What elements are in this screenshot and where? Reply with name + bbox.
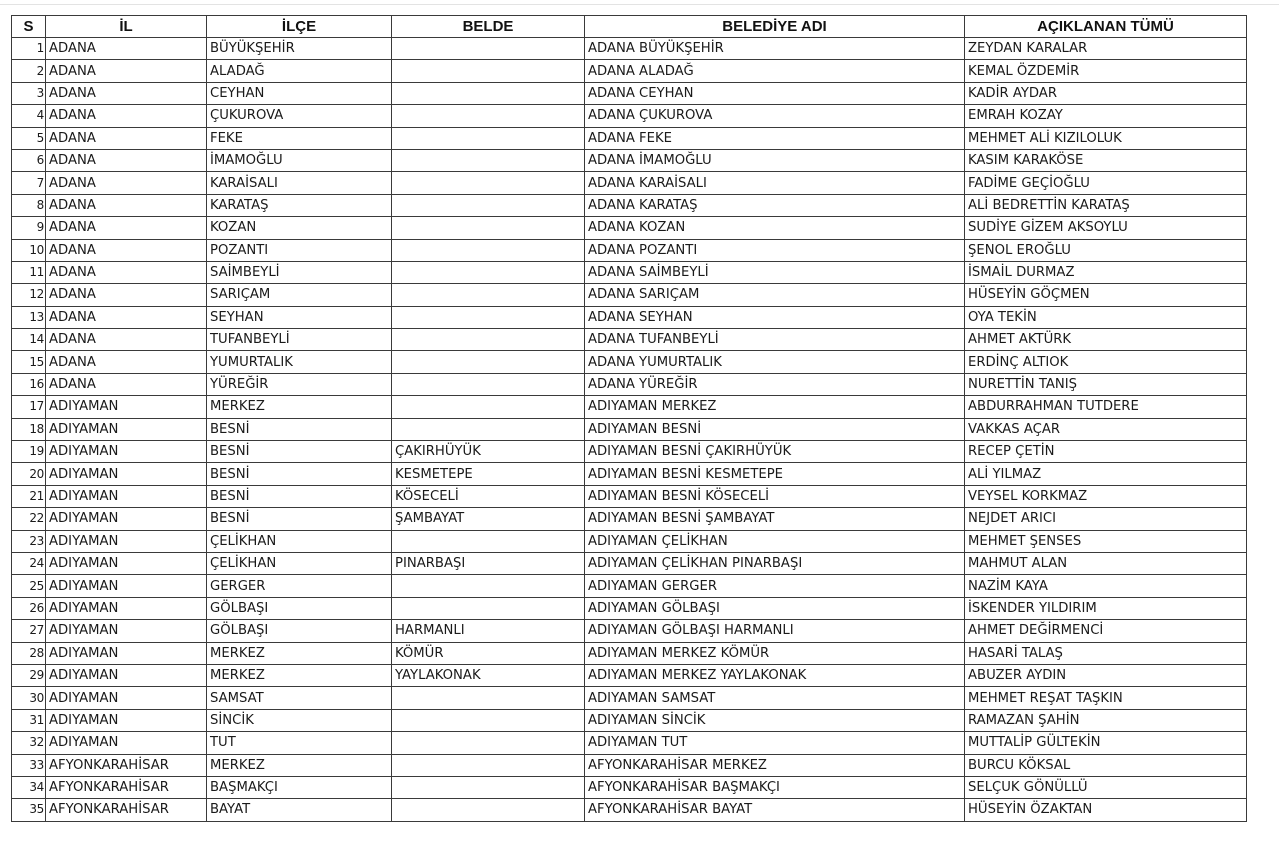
cell-belediye-adi: ADIYAMAN BESNİ: [585, 418, 965, 440]
header-ilce: İLÇE: [207, 16, 392, 38]
cell-belde: [392, 217, 585, 239]
cell-aciklanan: ŞENOL EROĞLU: [965, 239, 1247, 261]
cell-belde: [392, 530, 585, 552]
cell-belediye-adi: ADANA KOZAN: [585, 217, 965, 239]
cell-il: ADANA: [46, 284, 207, 306]
cell-aciklanan: MUTTALİP GÜLTEKİN: [965, 732, 1247, 754]
cell-aciklanan: NEJDET ARICI: [965, 508, 1247, 530]
cell-ilce: BAYAT: [207, 799, 392, 821]
table-row: [12, 239, 1247, 261]
cell-aciklanan: ALİ BEDRETTİN KARATAŞ: [965, 194, 1247, 216]
cell-belediye-adi: ADIYAMAN GÖLBAŞI: [585, 597, 965, 619]
cell-belediye-adi: ADIYAMAN ÇELİKHAN: [585, 530, 965, 552]
table-row: [12, 597, 1247, 619]
cell-ilce: BESNİ: [207, 418, 392, 440]
cell-belde: [392, 105, 585, 127]
cell-aciklanan: KEMAL ÖZDEMİR: [965, 60, 1247, 82]
cell-aciklanan: HASARİ TALAŞ: [965, 642, 1247, 664]
cell-il: ADANA: [46, 373, 207, 395]
cell-belediye-adi: ADANA SEYHAN: [585, 306, 965, 328]
cell-il: AFYONKARAHİSAR: [46, 776, 207, 798]
row-number: 14: [12, 329, 46, 351]
cell-il: ADIYAMAN: [46, 664, 207, 686]
row-number: 33: [12, 754, 46, 776]
cell-ilce: BÜYÜKŞEHİR: [207, 38, 392, 60]
table-row: [12, 709, 1247, 731]
cell-aciklanan: VAKKAS AÇAR: [965, 418, 1247, 440]
cell-belde: HARMANLI: [392, 620, 585, 642]
cell-ilce: SEYHAN: [207, 306, 392, 328]
cell-il: ADIYAMAN: [46, 508, 207, 530]
table-row: [12, 194, 1247, 216]
cell-ilce: FEKE: [207, 127, 392, 149]
cell-il: ADIYAMAN: [46, 485, 207, 507]
results-sheet: [11, 15, 1247, 822]
cell-belediye-adi: ADANA CEYHAN: [585, 82, 965, 104]
row-number: 29: [12, 664, 46, 686]
cell-ilce: SİNCİK: [207, 709, 392, 731]
cell-belediye-adi: ADANA FEKE: [585, 127, 965, 149]
table-row: [12, 664, 1247, 686]
cell-ilce: ALADAĞ: [207, 60, 392, 82]
table-row: [12, 463, 1247, 485]
cell-belde: [392, 687, 585, 709]
cell-belediye-adi: ADIYAMAN TUT: [585, 732, 965, 754]
row-number: 25: [12, 575, 46, 597]
cell-ilce: CEYHAN: [207, 82, 392, 104]
cell-il: ADIYAMAN: [46, 552, 207, 574]
cell-aciklanan: SUDİYE GİZEM AKSOYLU: [965, 217, 1247, 239]
cell-belde: [392, 373, 585, 395]
cell-belde: [392, 194, 585, 216]
cell-belediye-adi: ADIYAMAN BESNİ ÇAKIRHÜYÜK: [585, 441, 965, 463]
cell-il: ADIYAMAN: [46, 732, 207, 754]
cell-il: ADANA: [46, 261, 207, 283]
row-number: 17: [12, 396, 46, 418]
cell-belde: [392, 261, 585, 283]
cell-ilce: BESNİ: [207, 441, 392, 463]
cell-il: ADANA: [46, 194, 207, 216]
table-row: [12, 418, 1247, 440]
row-number: 6: [12, 149, 46, 171]
cell-belediye-adi: ADIYAMAN SİNCİK: [585, 709, 965, 731]
cell-ilce: GÖLBAŞI: [207, 620, 392, 642]
cell-aciklanan: AHMET AKTÜRK: [965, 329, 1247, 351]
cell-belde: [392, 575, 585, 597]
row-number: 26: [12, 597, 46, 619]
cell-belde: [392, 127, 585, 149]
table-row: [12, 306, 1247, 328]
cell-belediye-adi: ADANA ÇUKUROVA: [585, 105, 965, 127]
cell-belde: [392, 799, 585, 821]
cell-aciklanan: VEYSEL KORKMAZ: [965, 485, 1247, 507]
cell-aciklanan: NURETTİN TANIŞ: [965, 373, 1247, 395]
cell-belde: [392, 284, 585, 306]
cell-il: ADANA: [46, 239, 207, 261]
row-number: 11: [12, 261, 46, 283]
cell-belediye-adi: ADANA YÜREĞİR: [585, 373, 965, 395]
table-row: [12, 441, 1247, 463]
cell-aciklanan: AHMET DEĞİRMENCİ: [965, 620, 1247, 642]
cell-il: ADIYAMAN: [46, 418, 207, 440]
cell-aciklanan: HÜSEYİN ÖZAKTAN: [965, 799, 1247, 821]
cell-il: ADANA: [46, 306, 207, 328]
cell-il: ADIYAMAN: [46, 530, 207, 552]
table-row: [12, 754, 1247, 776]
row-number: 13: [12, 306, 46, 328]
cell-belde: [392, 149, 585, 171]
cell-aciklanan: KADİR AYDAR: [965, 82, 1247, 104]
row-number: 8: [12, 194, 46, 216]
cell-il: ADANA: [46, 329, 207, 351]
cell-belediye-adi: ADIYAMAN MERKEZ: [585, 396, 965, 418]
row-number: 34: [12, 776, 46, 798]
table-row: [12, 620, 1247, 642]
cell-aciklanan: ERDİNÇ ALTIOK: [965, 351, 1247, 373]
table-body: [12, 38, 1247, 822]
cell-belde: ÇAKIRHÜYÜK: [392, 441, 585, 463]
cell-il: ADANA: [46, 351, 207, 373]
cell-ilce: TUFANBEYLİ: [207, 329, 392, 351]
cell-belediye-adi: ADANA SAİMBEYLİ: [585, 261, 965, 283]
row-number: 27: [12, 620, 46, 642]
cell-ilce: KARAİSALI: [207, 172, 392, 194]
cell-ilce: MERKEZ: [207, 754, 392, 776]
header-s: S: [12, 16, 46, 38]
cell-il: ADANA: [46, 60, 207, 82]
row-number: 20: [12, 463, 46, 485]
cell-belde: [392, 418, 585, 440]
cell-belde: PINARBAŞI: [392, 552, 585, 574]
cell-il: ADIYAMAN: [46, 396, 207, 418]
table-row: [12, 38, 1247, 60]
cell-il: ADIYAMAN: [46, 687, 207, 709]
row-number: 32: [12, 732, 46, 754]
cell-belediye-adi: ADIYAMAN GERGER: [585, 575, 965, 597]
cell-aciklanan: İSKENDER YILDIRIM: [965, 597, 1247, 619]
table-row: [12, 687, 1247, 709]
cell-aciklanan: İSMAİL DURMAZ: [965, 261, 1247, 283]
cell-ilce: BAŞMAKÇI: [207, 776, 392, 798]
row-number: 5: [12, 127, 46, 149]
row-number: 23: [12, 530, 46, 552]
cell-belediye-adi: ADANA BÜYÜKŞEHİR: [585, 38, 965, 60]
cell-aciklanan: FADİME GEÇİOĞLU: [965, 172, 1247, 194]
cell-belde: [392, 329, 585, 351]
row-number: 16: [12, 373, 46, 395]
cell-ilce: ÇELİKHAN: [207, 530, 392, 552]
cell-belde: [392, 396, 585, 418]
cell-il: ADIYAMAN: [46, 441, 207, 463]
cell-il: ADANA: [46, 127, 207, 149]
cell-ilce: SARIÇAM: [207, 284, 392, 306]
cell-aciklanan: NAZİM KAYA: [965, 575, 1247, 597]
table-header: [12, 16, 1247, 38]
cell-aciklanan: SELÇUK GÖNÜLLÜ: [965, 776, 1247, 798]
table-row: [12, 149, 1247, 171]
row-number: 4: [12, 105, 46, 127]
cell-il: ADANA: [46, 149, 207, 171]
row-number: 15: [12, 351, 46, 373]
cell-aciklanan: ABUZER AYDIN: [965, 664, 1247, 686]
cell-belde: [392, 732, 585, 754]
table-row: [12, 508, 1247, 530]
cell-ilce: MERKEZ: [207, 396, 392, 418]
row-number: 22: [12, 508, 46, 530]
cell-ilce: ÇELİKHAN: [207, 552, 392, 574]
cell-aciklanan: RECEP ÇETİN: [965, 441, 1247, 463]
table-row: [12, 127, 1247, 149]
cell-belde: [392, 306, 585, 328]
cell-aciklanan: MAHMUT ALAN: [965, 552, 1247, 574]
cell-belediye-adi: ADANA YUMURTALIK: [585, 351, 965, 373]
cell-il: ADIYAMAN: [46, 575, 207, 597]
cell-aciklanan: HÜSEYİN GÖÇMEN: [965, 284, 1247, 306]
table-row: [12, 530, 1247, 552]
cell-belde: [392, 351, 585, 373]
cell-belediye-adi: ADIYAMAN MERKEZ YAYLAKONAK: [585, 664, 965, 686]
header-belde: BELDE: [392, 16, 585, 38]
cell-belediye-adi: ADIYAMAN MERKEZ KÖMÜR: [585, 642, 965, 664]
cell-belediye-adi: ADIYAMAN BESNİ KESMETEPE: [585, 463, 965, 485]
cell-il: AFYONKARAHİSAR: [46, 754, 207, 776]
table-row: [12, 776, 1247, 798]
header-il: İL: [46, 16, 207, 38]
cell-aciklanan: RAMAZAN ŞAHİN: [965, 709, 1247, 731]
row-number: 3: [12, 82, 46, 104]
cell-aciklanan: MEHMET ŞENSES: [965, 530, 1247, 552]
cell-il: ADIYAMAN: [46, 597, 207, 619]
cell-il: ADIYAMAN: [46, 463, 207, 485]
row-number: 31: [12, 709, 46, 731]
table-row: [12, 60, 1247, 82]
table-row: [12, 552, 1247, 574]
cell-belde: [392, 776, 585, 798]
row-number: 19: [12, 441, 46, 463]
cell-il: ADANA: [46, 82, 207, 104]
cell-ilce: MERKEZ: [207, 642, 392, 664]
cell-aciklanan: MEHMET ALİ KIZILOLUK: [965, 127, 1247, 149]
cell-il: ADANA: [46, 217, 207, 239]
cell-il: ADIYAMAN: [46, 642, 207, 664]
cell-ilce: ÇUKUROVA: [207, 105, 392, 127]
row-number: 2: [12, 60, 46, 82]
cell-il: ADANA: [46, 172, 207, 194]
row-number: 35: [12, 799, 46, 821]
cell-belde: KÖSECELİ: [392, 485, 585, 507]
cell-belediye-adi: ADIYAMAN GÖLBAŞI HARMANLI: [585, 620, 965, 642]
cell-aciklanan: BURCU KÖKSAL: [965, 754, 1247, 776]
table-row: [12, 351, 1247, 373]
table-row: [12, 732, 1247, 754]
row-number: 10: [12, 239, 46, 261]
cell-il: AFYONKARAHİSAR: [46, 799, 207, 821]
top-divider: [0, 4, 1279, 5]
table-row: [12, 105, 1247, 127]
cell-aciklanan: ABDURRAHMAN TUTDERE: [965, 396, 1247, 418]
table-row: [12, 396, 1247, 418]
cell-ilce: SAİMBEYLİ: [207, 261, 392, 283]
header-aciklanan-tumu: AÇIKLANAN TÜMÜ: [965, 16, 1247, 38]
cell-belde: [392, 172, 585, 194]
cell-belde: [392, 38, 585, 60]
cell-belediye-adi: ADIYAMAN SAMSAT: [585, 687, 965, 709]
cell-belediye-adi: AFYONKARAHİSAR BAŞMAKÇI: [585, 776, 965, 798]
row-number: 12: [12, 284, 46, 306]
cell-ilce: YUMURTALIK: [207, 351, 392, 373]
table-row: [12, 485, 1247, 507]
cell-ilce: YÜREĞİR: [207, 373, 392, 395]
row-number: 9: [12, 217, 46, 239]
cell-belediye-adi: AFYONKARAHİSAR BAYAT: [585, 799, 965, 821]
cell-belediye-adi: ADIYAMAN BESNİ KÖSECELİ: [585, 485, 965, 507]
cell-ilce: POZANTI: [207, 239, 392, 261]
cell-belde: [392, 597, 585, 619]
cell-il: ADANA: [46, 105, 207, 127]
cell-belde: KESMETEPE: [392, 463, 585, 485]
row-number: 18: [12, 418, 46, 440]
cell-ilce: MERKEZ: [207, 664, 392, 686]
row-number: 1: [12, 38, 46, 60]
cell-ilce: BESNİ: [207, 485, 392, 507]
cell-belediye-adi: ADANA TUFANBEYLİ: [585, 329, 965, 351]
table-row: [12, 284, 1247, 306]
cell-belde: [392, 82, 585, 104]
cell-ilce: BESNİ: [207, 508, 392, 530]
cell-belediye-adi: ADANA KARATAŞ: [585, 194, 965, 216]
mayors-table: [11, 15, 1247, 822]
table-row: [12, 82, 1247, 104]
cell-aciklanan: EMRAH KOZAY: [965, 105, 1247, 127]
cell-belde: [392, 709, 585, 731]
cell-belediye-adi: ADIYAMAN ÇELİKHAN PINARBAŞI: [585, 552, 965, 574]
row-number: 21: [12, 485, 46, 507]
cell-ilce: TUT: [207, 732, 392, 754]
cell-belediye-adi: ADANA İMAMOĞLU: [585, 149, 965, 171]
row-number: 24: [12, 552, 46, 574]
cell-aciklanan: MEHMET REŞAT TAŞKIN: [965, 687, 1247, 709]
cell-il: ADANA: [46, 38, 207, 60]
header-row: [12, 16, 1247, 38]
cell-belde: YAYLAKONAK: [392, 664, 585, 686]
cell-ilce: GÖLBAŞI: [207, 597, 392, 619]
row-number: 30: [12, 687, 46, 709]
cell-ilce: KOZAN: [207, 217, 392, 239]
table-row: [12, 373, 1247, 395]
table-row: [12, 575, 1247, 597]
cell-belediye-adi: ADANA KARAİSALI: [585, 172, 965, 194]
cell-ilce: SAMSAT: [207, 687, 392, 709]
cell-belde: [392, 754, 585, 776]
cell-belde: KÖMÜR: [392, 642, 585, 664]
table-row: [12, 799, 1247, 821]
cell-belediye-adi: ADANA SARIÇAM: [585, 284, 965, 306]
cell-il: ADIYAMAN: [46, 620, 207, 642]
cell-aciklanan: ZEYDAN KARALAR: [965, 38, 1247, 60]
table-row: [12, 642, 1247, 664]
cell-ilce: İMAMOĞLU: [207, 149, 392, 171]
table-row: [12, 329, 1247, 351]
cell-il: ADIYAMAN: [46, 709, 207, 731]
row-number: 28: [12, 642, 46, 664]
cell-belediye-adi: AFYONKARAHİSAR MERKEZ: [585, 754, 965, 776]
cell-belde: ŞAMBAYAT: [392, 508, 585, 530]
cell-ilce: BESNİ: [207, 463, 392, 485]
table-row: [12, 217, 1247, 239]
cell-aciklanan: OYA TEKİN: [965, 306, 1247, 328]
cell-belde: [392, 239, 585, 261]
cell-belediye-adi: ADIYAMAN BESNİ ŞAMBAYAT: [585, 508, 965, 530]
cell-belediye-adi: ADANA POZANTI: [585, 239, 965, 261]
cell-belediye-adi: ADANA ALADAĞ: [585, 60, 965, 82]
table-row: [12, 172, 1247, 194]
table-row: [12, 261, 1247, 283]
cell-belde: [392, 60, 585, 82]
header-belediye-adi: BELEDİYE ADI: [585, 16, 965, 38]
cell-ilce: GERGER: [207, 575, 392, 597]
cell-aciklanan: KASIM KARAKÖSE: [965, 149, 1247, 171]
cell-aciklanan: ALİ YILMAZ: [965, 463, 1247, 485]
cell-ilce: KARATAŞ: [207, 194, 392, 216]
row-number: 7: [12, 172, 46, 194]
